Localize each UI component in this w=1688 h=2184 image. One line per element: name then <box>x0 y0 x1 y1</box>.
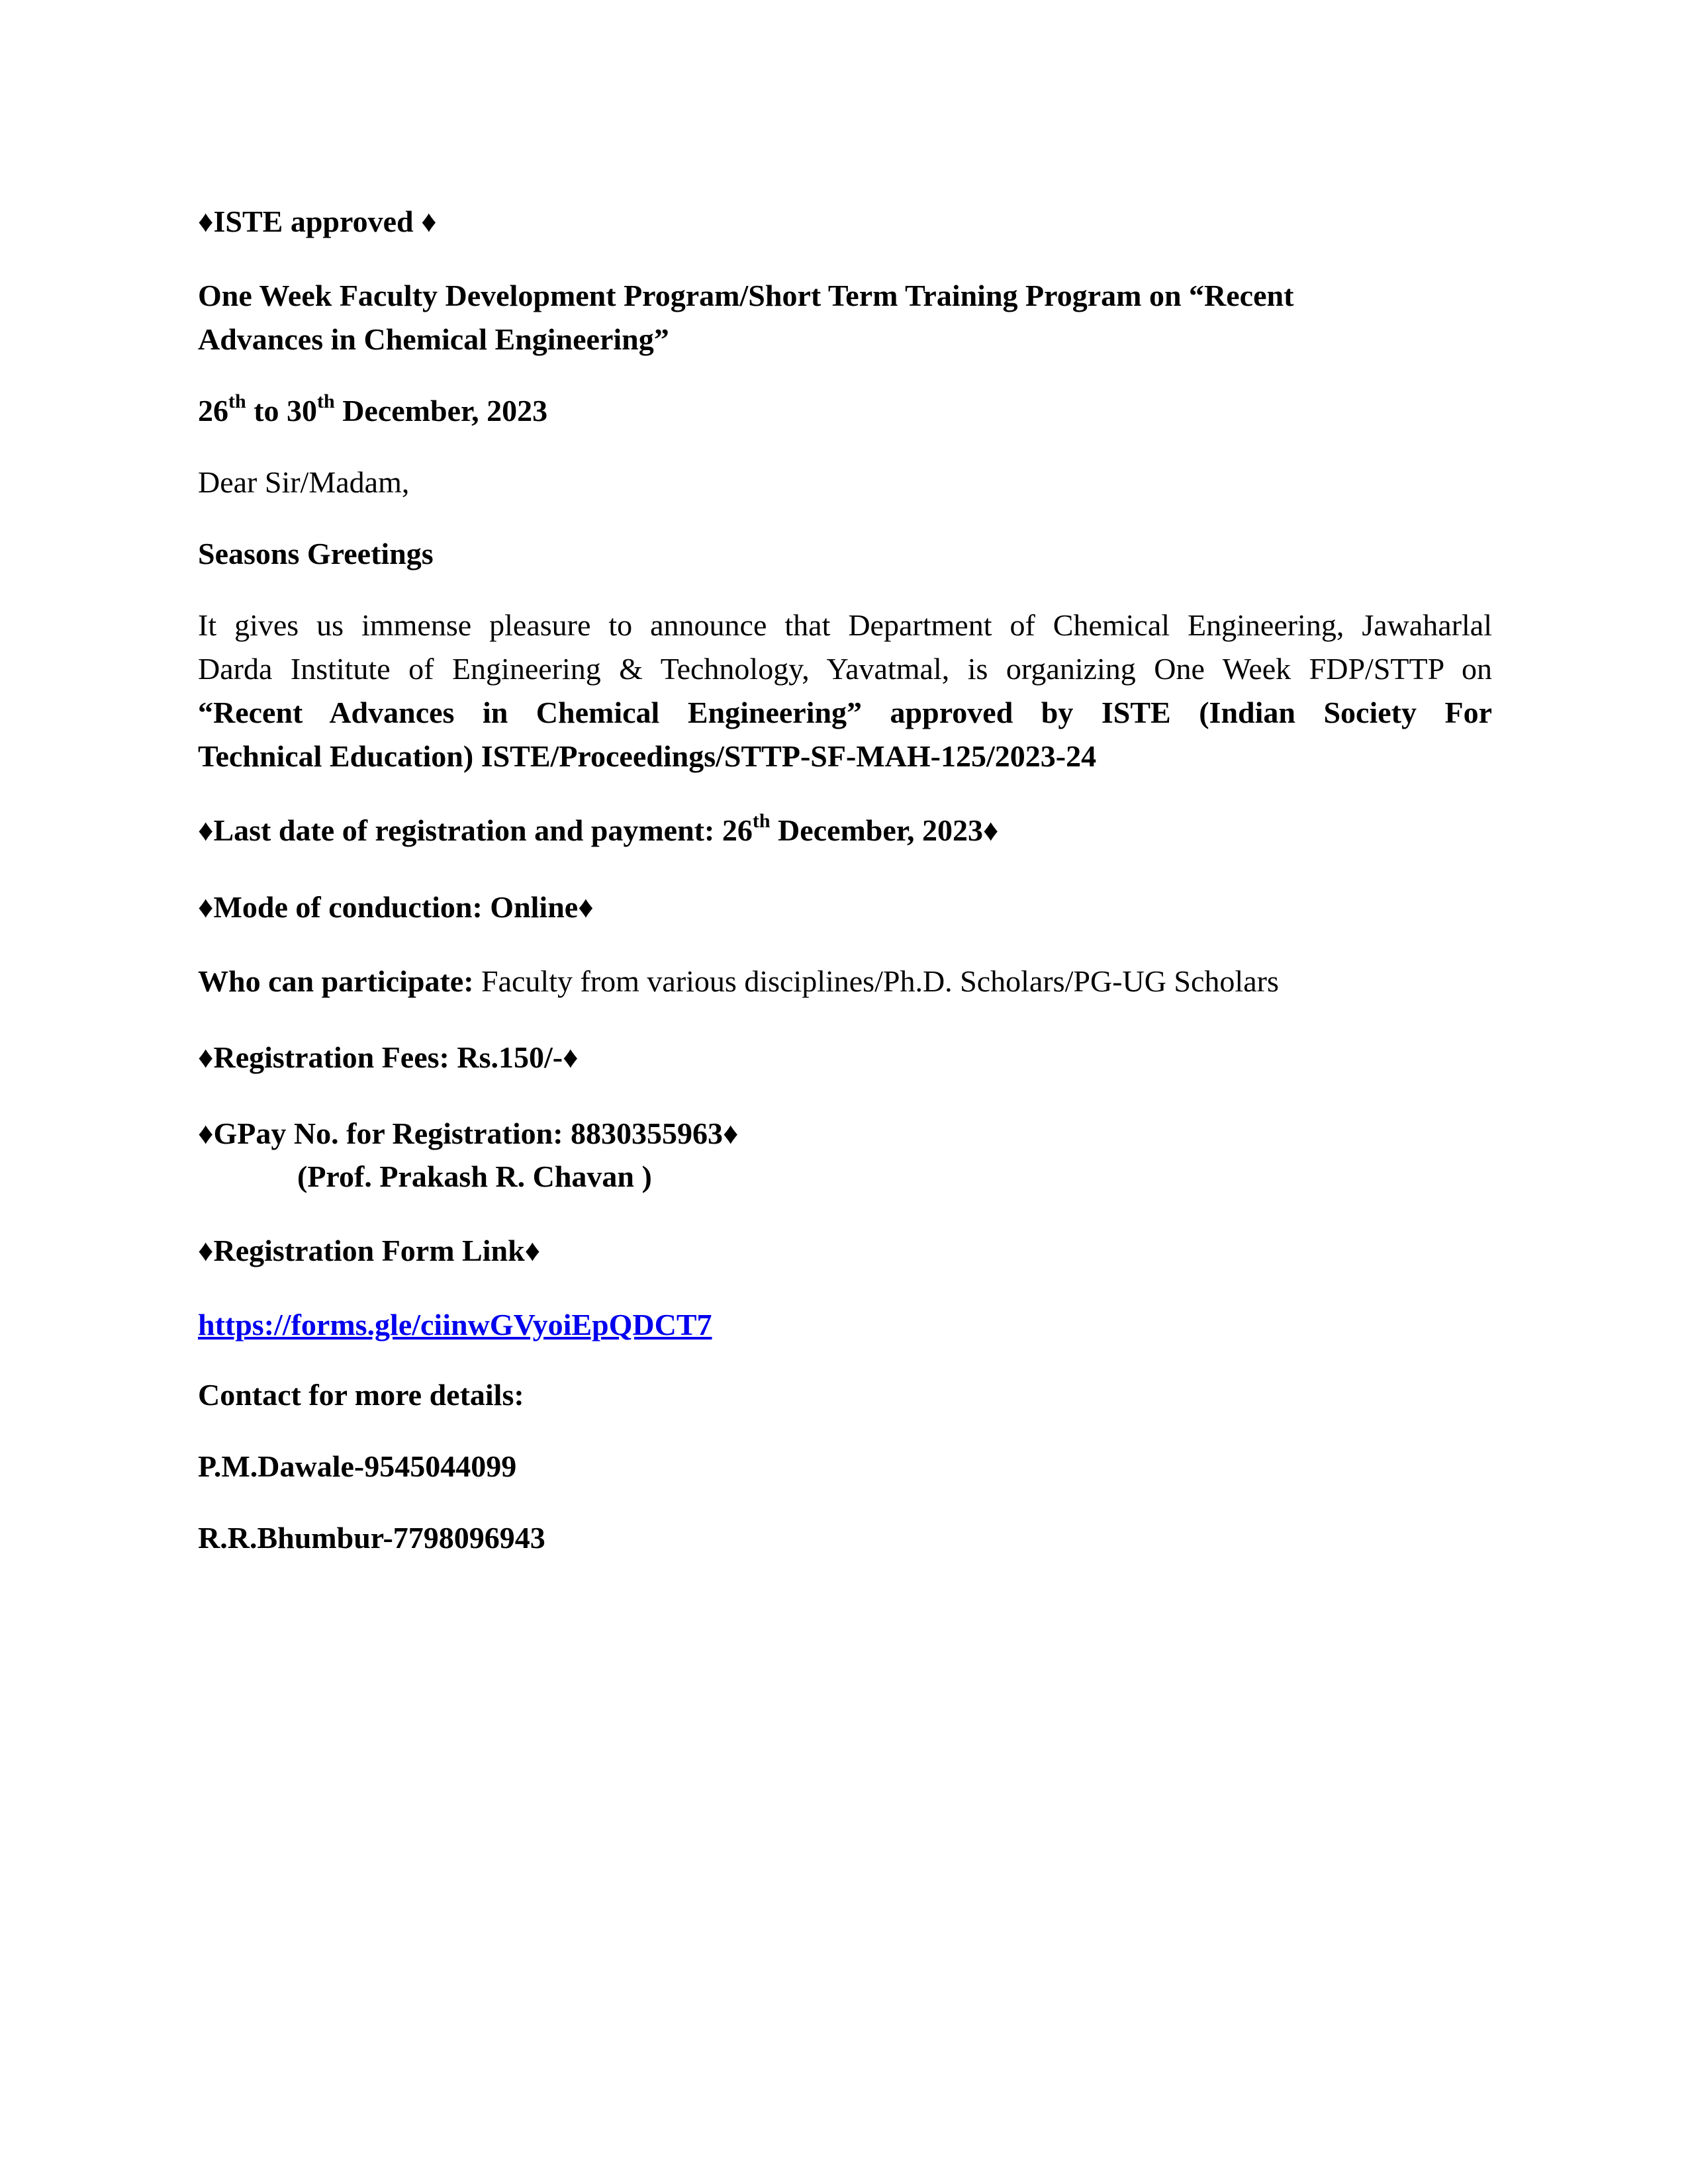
greeting: Seasons Greetings <box>198 537 434 570</box>
announcement-line-4: Technical Education) ISTE/Proceedings/STTP-SF-MAH-125/2023-24 <box>198 739 1097 773</box>
document-page <box>198 0 1492 2184</box>
end-day-suffix: th <box>317 390 335 412</box>
participants-value: Faculty from various disciplines/Ph.D. Scholars/PG-UG Scholars <box>473 964 1279 998</box>
start-day: 26 <box>198 394 228 428</box>
salutation: Dear Sir/Madam, <box>198 465 410 499</box>
mode-line: ♦Mode of conduction: Online♦ <box>198 890 594 924</box>
program-title-line-1: One Week Faculty Development Program/Short Term Training Program on “Recent <box>198 279 1294 312</box>
program-dates <box>198 389 547 433</box>
gpay-line: ♦GPay No. for Registration: 8830355963♦ <box>198 1116 739 1150</box>
participants-line <box>198 960 1279 1003</box>
contact-bhumbur: R.R.Bhumbur-7798096943 <box>198 1521 545 1555</box>
contact-heading: Contact for more details: <box>198 1378 524 1412</box>
announcement-line-3: “Recent Advances in Chemical Engineering” approved by ISTE (Indian Society For <box>198 696 1492 729</box>
registration-form-link[interactable]: https://forms.gle/ciinwGVyoiEpQDCT7 <box>198 1308 712 1342</box>
date-month-year: December, 2023 <box>334 394 548 428</box>
gpay-contact: (Prof. Prakash R. Chavan ) <box>297 1160 652 1193</box>
announcement-line-1: It gives us immense pleasure to announce that Department of Chemical Engineering, Jawaharlal <box>198 608 1492 642</box>
last-date-rest: December, 2023♦ <box>770 813 999 847</box>
last-date-suffix: th <box>752 809 771 832</box>
last-date-prefix: ♦Last date of registration and payment: 26 <box>198 813 753 847</box>
last-date-line <box>198 809 998 852</box>
announcement-line-2: Darda Institute of Engineering & Technology, Yavatmal, is organizing One Week FDP/STTP on <box>198 652 1492 686</box>
contact-dawale: P.M.Dawale-9545044099 <box>198 1449 517 1483</box>
form-link-row <box>198 1303 712 1347</box>
form-link-label: ♦Registration Form Link♦ <box>198 1234 541 1267</box>
fees-line: ♦Registration Fees: Rs.150/-♦ <box>198 1040 579 1074</box>
program-title-line-2: Advances in Chemical Engineering” <box>198 322 669 356</box>
participants-label: Who can participate: <box>198 964 474 998</box>
end-day: to 30 <box>246 394 318 428</box>
start-day-suffix: th <box>228 390 246 412</box>
approval-line: ♦ISTE approved ♦ <box>198 205 437 238</box>
